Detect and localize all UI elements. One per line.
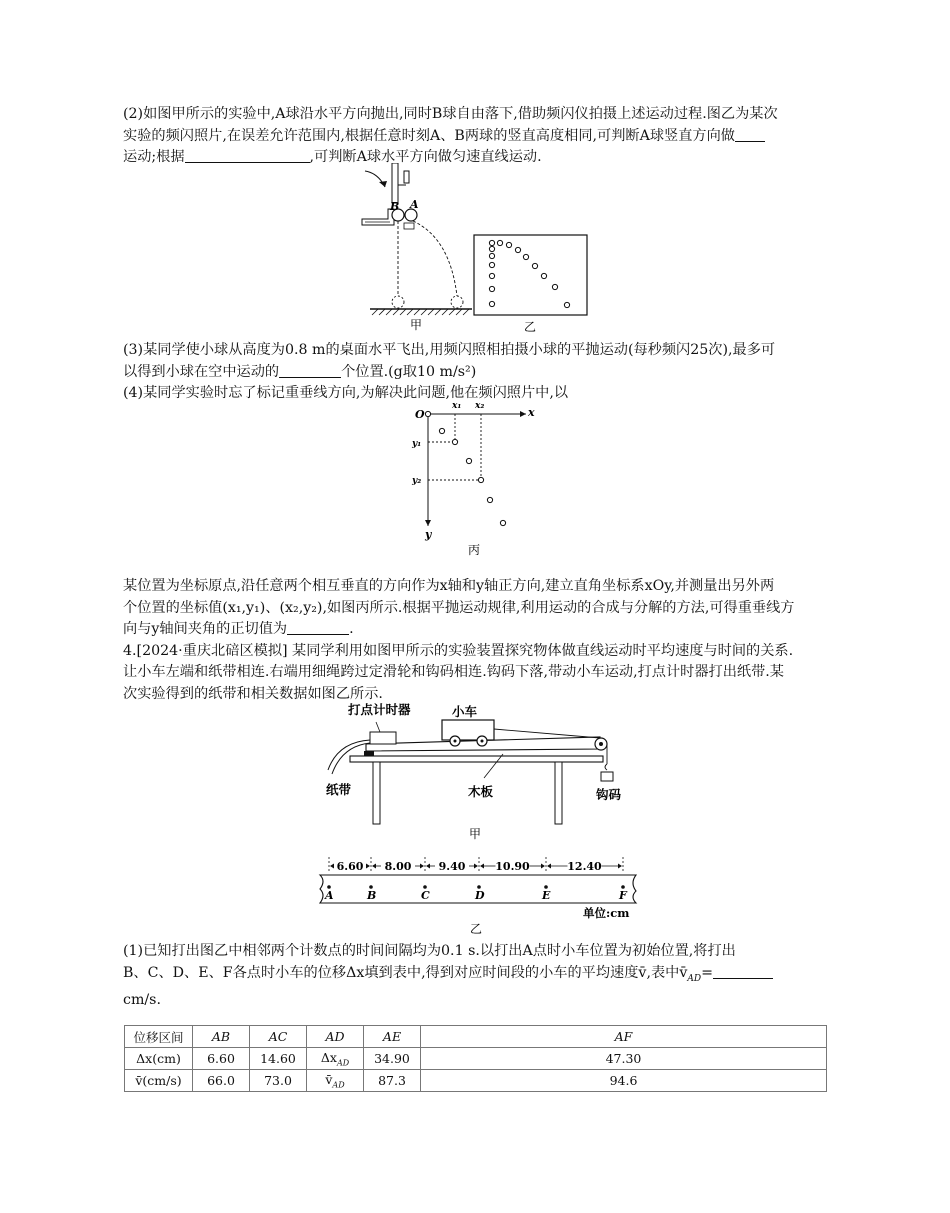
q2-line-3: 运动;根据 ,可判断A球水平方向做匀速直线运动. <box>123 149 542 165</box>
q2-line-2: 实验的频闪照片,在误差允许范围内,根据任意时刻A、B两球的竖直高度相同,可判断A球竖直方向做 <box>123 126 828 148</box>
x2-label: x₂ <box>475 401 485 411</box>
caption-jia: 甲 <box>410 318 423 332</box>
segment-length: 10.90 <box>495 860 530 873</box>
q3-line-2: 以得到小球在空中运动的 个位置.(g取10 m/s²) <box>123 363 477 380</box>
answer-blank[interactable] <box>279 363 341 378</box>
p4-line-1: 4.[2024·重庆北碚区模拟] 某同学利用如图甲所示的实验装置探究物体做直线运动时平均速度与时间的关系. <box>123 642 794 659</box>
q3-line-1: (3)某同学使小球从高度为0.8 m的桌面水平飞出,用频闪照相拍摄小球的平抛运动(每秒频闪25次),最多可 <box>123 342 776 358</box>
figure-apparatus-and-photo <box>360 163 595 338</box>
q4-line-2: 某位置为坐标原点,沿任意两个相互垂直的方向作为x轴和y轴正方向,建立直角坐标系xOy,并测量出另外两 <box>123 578 775 594</box>
caption-jia-2: 甲 <box>469 827 482 841</box>
post <box>392 163 398 203</box>
table-row: Δx(cm) 6.60 14.60 $\Delta x_{AD}$ 34.90 47.30 <box>125 1048 827 1070</box>
parabolic-path <box>413 221 457 296</box>
table-row: v̄(cm/s) 66.0 73.0 $v̄_{AD}$ 87.3 94.6 <box>125 1070 827 1092</box>
question-4-1 <box>123 941 828 1011</box>
segment-length: 8.00 <box>384 860 412 873</box>
point-label: F <box>619 889 627 902</box>
p4q1-line-1: (1)已知打出图乙中相邻两个计数点的时间间隔均为0.1 s.以打出A点时小车位置为初始位置,将打出 <box>123 943 736 959</box>
arrow-head <box>379 181 387 187</box>
table-leg-left <box>373 762 380 824</box>
figure-coordinate-system <box>408 398 548 563</box>
q2-line-1: (2)如图甲所示的实验中,A球沿水平方向抛出,同时B球自由落下,借助频闪仪拍摄上述运动过程.图乙为某次 <box>123 106 778 122</box>
caption-bing: 丙 <box>468 543 481 557</box>
table-leg-right <box>555 762 562 824</box>
label-cart: 小车 <box>452 704 478 719</box>
label-board: 木板 <box>468 784 494 799</box>
segment-length: 6.60 <box>336 860 364 873</box>
answer-cell[interactable]: $\Delta x_{AD}$ <box>307 1048 364 1070</box>
point-label: E <box>542 889 551 902</box>
label-tape: 纸带 <box>326 782 352 797</box>
y2-label: y₂ <box>412 476 422 486</box>
string <box>494 729 600 738</box>
caption-yi-2: 乙 <box>470 922 483 936</box>
table-top <box>350 756 603 762</box>
point-label: A <box>325 889 334 902</box>
label-timer: 打点计时器 <box>348 702 411 717</box>
cart-body <box>442 720 494 740</box>
y1-label: y₁ <box>412 439 422 449</box>
figure-cart-apparatus <box>318 698 633 843</box>
segment-length: 9.40 <box>438 860 466 873</box>
q4-line-1: (4)某同学实验时忘了标记重垂线方向,为解决此问题,他在频闪照片中,以 <box>123 385 569 401</box>
hammer-arrow <box>365 171 385 187</box>
y-axis-label: y <box>425 528 432 541</box>
question-3 <box>123 340 828 383</box>
p4-line-2: 让小车左端和纸带相连.右端用细绳跨过定滑轮和钩码相连.钩码下落,带动小车运动,打点计时器打出纸带.某 <box>123 664 784 680</box>
hook-weight <box>601 772 613 781</box>
answer-blank[interactable] <box>287 620 349 635</box>
unit-label: 单位:cm <box>583 906 630 920</box>
q4-line-4: 向与y轴间夹角的正切值为 . <box>123 621 354 637</box>
latch <box>404 171 409 183</box>
answer-blank[interactable] <box>713 964 773 979</box>
answer-cell[interactable]: $v̄_{AD}$ <box>307 1070 364 1092</box>
timer-device <box>370 732 396 744</box>
point-label: B <box>367 889 377 902</box>
answer-blank[interactable] <box>185 148 310 163</box>
table-header-row: 位移区间 AB AC AD AE AF <box>125 1026 827 1048</box>
label-a: A <box>410 198 419 211</box>
displacement-table <box>124 1025 827 1092</box>
p4q1-line-3: cm/s. <box>123 991 161 1008</box>
figure-paper-tape <box>314 851 644 936</box>
x1-label: x₁ <box>452 401 462 411</box>
answer-blank[interactable] <box>735 127 765 142</box>
label-weight: 钩码 <box>596 787 622 802</box>
p4-line-3: 次实验得到的纸带和相关数据如图乙所示. <box>123 685 383 702</box>
question-4-body <box>123 576 828 705</box>
p4q1-line-2: B、C、D、E、F各点时小车的位移Δx填到表中,得到对应时间段的小车的平均速度v̄,表中$v̄_{AD}=$ <box>123 963 828 990</box>
point-label: D <box>475 889 485 902</box>
segment-length: 12.40 <box>567 860 602 873</box>
label-b: B <box>390 200 400 213</box>
x-axis-label: x <box>528 406 535 419</box>
q4-line-3: 个位置的坐标值(x₁,y₁)、(x₂,y₂),如图丙所示.根据平抛运动规律,利用运动的合成与分解的方法,可得重垂线方 <box>123 599 795 616</box>
caption-yi: 乙 <box>524 320 537 334</box>
origin-label: O <box>415 408 425 421</box>
point-label: C <box>421 889 430 902</box>
question-2 <box>123 104 828 169</box>
